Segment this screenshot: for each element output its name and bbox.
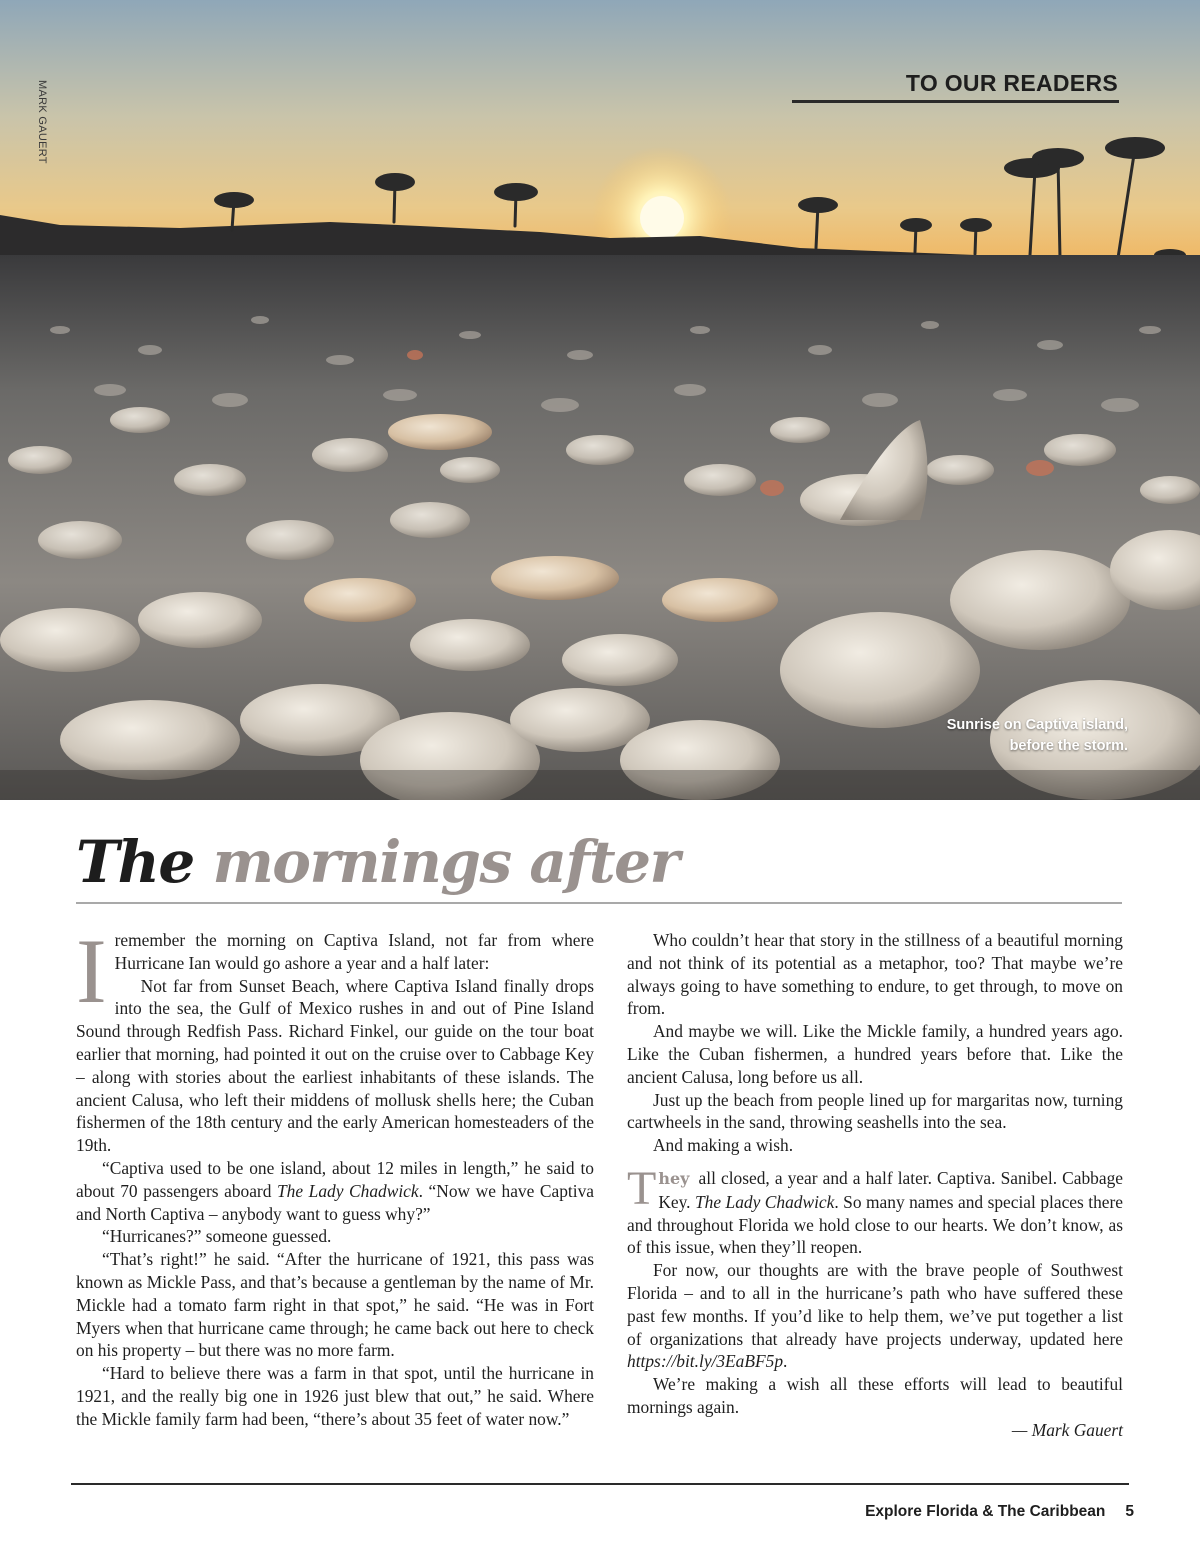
photo-credit-text: MARK GAUERT [36, 80, 48, 164]
run-in: hey [658, 1168, 690, 1188]
paragraph: And maybe we will. Like the Mickle family, a hundred years ago. Like the Cuban fishermen, a hundred years before that. Like the ancient Calusa, long before us all. [627, 1021, 1123, 1087]
footer-rule [71, 1483, 1129, 1485]
paragraph: “Hard to believe there was a farm in that spot, until the hurricane in 1921, and the really big one in 1926 just blew that out,” he said. Where the Mickle family farm had been, “there’s about 35 feet of water now.” [76, 1363, 594, 1429]
publication-name: Explore Florida & The Caribbean [865, 1503, 1106, 1520]
paragraph: We’re making a wish all these efforts will lead to beautiful mornings again. [627, 1374, 1123, 1417]
paragraph: “Captiva used to be one island, about 12 miles in length,” he said to about 70 passengers aboard The Lady Chadwick. “Now we have Captiva and North Captiva – anybody want to guess why?” [76, 1157, 595, 1224]
article-headline [76, 826, 679, 898]
article-column-left [76, 920, 595, 1431]
headline-word-the: The [76, 828, 194, 896]
paragraph: And making a wish. [653, 1135, 794, 1156]
page-number: 5 [1125, 1503, 1134, 1520]
paragraph: Just up the beach from people lined up for margaritas now, turning cartwheels in the sand, throwing seashells into the sea. [627, 1089, 1123, 1133]
author-signature: — Mark Gauert [1011, 1419, 1123, 1440]
photo-caption-line-1: Sunrise on Captiva island, [946, 717, 1128, 733]
paragraph: They all closed, a year and a half later. Captiva. Sanibel. Cabbage Key. The Lady Chadwick. So many names and special places there and throughout Florida we hold close to our hearts. We don’t know, as of this issue, when they’ll reopen. [627, 1161, 1124, 1258]
paragraph: Who couldn’t hear that story in the stillness of a beautiful morning and not think of its potential as a metaphor, too? That maybe we’re always going to have something to endure, to get through, to move on from. [627, 930, 1123, 1019]
section-label-underline [792, 100, 1119, 103]
headline-divider [76, 902, 1122, 904]
paragraph: “Hurricanes?” someone guessed. [102, 1226, 332, 1247]
photo-caption-line-2: before the storm. [1009, 738, 1128, 754]
boat-name: The Lady Chadwick [277, 1180, 419, 1201]
boat-name: The Lady Chadwick [695, 1191, 835, 1212]
paragraph: Iremember the morning on Captiva Island, not far from where Hurricane Ian would go ashore a year and a half later: [76, 920, 594, 1022]
drop-cap: I [76, 920, 107, 1022]
article-column-right [627, 929, 1123, 1442]
drop-cap: T [627, 1161, 657, 1215]
photo-credit [30, 80, 50, 200]
headline-word-mornings-after: mornings after [212, 828, 679, 896]
paragraph: Not far from Sunset Beach, where Captiva Island finally drops into the sea, the Gulf of Mexico rushes in and out of Pine Island Sound through Redfish Pass. Richard Finkel, our guide on the tour boat earlier that morning, had pointed it out on the cruise over to Cabbage Key – along with stories about the earliest inhabitants of these islands. The ancient Calusa, who left their middens of mollusk shells here; the Cuban fishermen of the 18th century and the early American homesteaders of the 19th. [76, 975, 594, 1156]
paragraph: For now, our thoughts are with the brave people of Southwest Florida – and to all in the hurricane’s path who have suffered these past few months. If you’d like to help them, we’ve put together a list of organizations that already have projects underway, updated here https://bit.ly/3EaBF5p. [627, 1260, 1123, 1372]
donation-link[interactable]: https://bit.ly/3EaBF5p [627, 1351, 784, 1372]
section-label: TO OUR READERS [905, 70, 1118, 96]
paragraph: “That’s right!” he said. “After the hurricane of 1921, this pass was known as Mickle Pass, and that’s because a gentleman by the name of Mr. Mickle had a tomato farm right in that spot,” he said. “He was in Fort Myers when that hurricane came through; he came back out here to check on his property – but there was no more farm. [76, 1249, 594, 1361]
page-footer [865, 1503, 1134, 1521]
photo-caption [947, 715, 1128, 757]
